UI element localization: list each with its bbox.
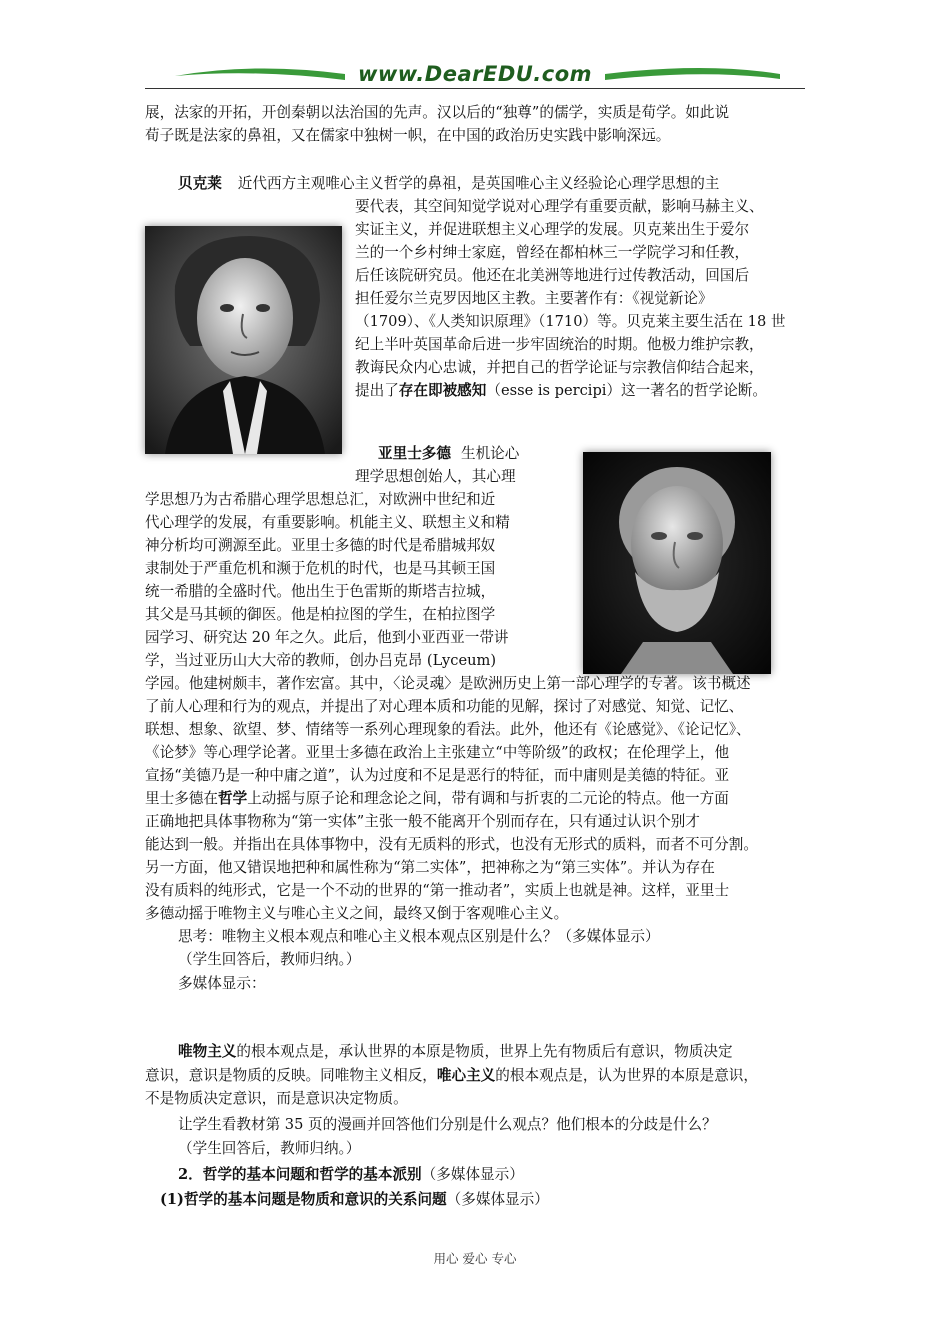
task-line: 让学生看教材第 35 页的漫画并回答他们分别是什么观点？他们根本的分歧是什么？ xyxy=(178,1116,717,1133)
berkeley-body xyxy=(355,195,785,402)
section-2-heading: 2．哲学的基本问题和哲学的基本派别（多媒体显示） xyxy=(178,1166,524,1183)
page-footer: 用心 爱心 专心 xyxy=(433,1251,517,1266)
aristotle-line: 神分析均可溯源至此。亚里士多德的时代是希腊城邦奴 xyxy=(145,537,496,554)
aristotle-line: 学园。他建树颇丰，著作宏富。其中，〈论灵魂〉是欧洲历史上第一部心理学的专著。该书概述 xyxy=(145,675,751,692)
aristotle-line: 园学习、研究达 20 年之久。此后，他到小亚西亚一带讲 xyxy=(145,629,509,646)
aristotle-line: 多德动摇于唯物主义与唯心主义之间，最终又倒于客观唯心主义。 xyxy=(145,905,569,922)
berkeley-line: 兰的一个乡村绅士家庭，曾经在都柏林三一学院学习和任教， xyxy=(355,244,750,261)
aristotle-line: 正确地把具体事物称为“第一实体”主张一般不能离开个别而存在，只有通过认识个别才 xyxy=(145,813,700,830)
intro-line: 荀子既是法家的鼻祖，又在儒家中独树一帜，在中国的政治历史实践中影响深远。 xyxy=(145,127,671,144)
aristotle-line-narrow-first: 理学思想创始人，其心理 xyxy=(355,468,516,485)
aristotle-line: 代心理学的发展，有重要影响。机能主义、联想主义和精 xyxy=(145,514,510,531)
berkeley-line: 担任爱尔兰克罗因地区主教。主要著作有：《视觉新论》 xyxy=(355,290,713,307)
teacher-note: （学生回答后，教师归纳。） xyxy=(178,951,361,968)
key-term-materialism: 唯物主义 xyxy=(178,1043,237,1060)
berkeley-first-line: 贝克莱 近代西方主观唯心主义哲学的鼻祖，是英国唯心主义经验论心理学思想的主 xyxy=(178,175,720,192)
berkeley-line: （1709）、《人类知识原理》（1710）等。贝克莱主要生活在 18 世 xyxy=(355,313,786,330)
idealism-line-end: 不是物质决定意识，而是意识决定物质。 xyxy=(145,1090,408,1107)
teacher-note: （学生回答后，教师归纳。） xyxy=(178,1140,361,1157)
aristotle-bust xyxy=(583,452,771,674)
aristotle-first-line: 亚里士多德 生机论心 xyxy=(378,445,520,462)
aristotle-name: 亚里士多德 xyxy=(378,445,451,462)
aristotle-line: 没有质料的纯形式，它是一个不动的世界的“第一推动者”，实质上也就是神。这样，亚里士 xyxy=(145,882,730,899)
aristotle-line: 隶制处于严重危机和濒于危机的时代，也是马其顿王国 xyxy=(145,560,496,577)
section-2-subheading: (1)哲学的基本问题是物质和意识的关系问题（多媒体显示） xyxy=(160,1191,549,1208)
aristotle-full-body xyxy=(145,672,758,925)
key-term-philosophy: 哲学 xyxy=(217,790,248,807)
think-question: 思考：唯物主义根本观点和唯心主义根本观点区别是什么？（多媒体显示） xyxy=(178,928,660,945)
aristotle-line-philosophy: 里士多德在哲学上动摇与原子论和理念论之间，带有调和与折衷的二元论的特点。他一方面 xyxy=(145,790,729,807)
intro-line: 展，法家的开拓，开创秦朝以法治国的先声。汉以后的“独尊”的儒学，实质是荀学。如此说 xyxy=(145,104,730,121)
berkeley-line: 后任该院研究员。他还在北美洲等地进行过传教活动，回国后 xyxy=(355,267,750,284)
multimedia-label: 多媒体显示： xyxy=(178,975,266,992)
idealism-line: 意识，意识是物质的反映。同唯物主义相反，唯心主义的根本观点是，认为世界的本原是意识， xyxy=(145,1067,758,1084)
key-term-idealism: 唯心主义 xyxy=(436,1067,496,1084)
aristotle-line: 联想、想象、欲望、梦、情绪等一系列心理现象的看法。此外，他还有《论感觉》、《论记忆》、 xyxy=(145,721,751,738)
berkeley-line: 要代表，其空间知觉学说对心理学有重要贡献，影响马赫主义、 xyxy=(355,198,764,215)
intro-paragraph xyxy=(145,101,729,147)
aristotle-line: 能达到一般。并指出在具体事物中，没有无质料的形式，也没有无形式的质料，而者不可分割。 xyxy=(145,836,758,853)
header-rule xyxy=(145,88,805,89)
aristotle-line: 宣扬“美德乃是一种中庸之道”，认为过度和不足是恶行的特征，而中庸则是美德的特征。亚 xyxy=(145,767,730,784)
berkeley-last-line: 提出了存在即被感知（esse is percipi）这一著名的哲学论断。 xyxy=(355,382,767,399)
materialism-line: 唯物主义的根本观点是，承认世界的本原是物质，世界上先有物质后有意识，物质决定 xyxy=(178,1043,733,1060)
berkeley-line: 纪上半叶英国革命后进一步牢固统治的时期。他极力维护宗教， xyxy=(355,336,764,353)
site-logo-text[interactable]: www.DearEDU.com xyxy=(357,62,593,86)
aristotle-line: 统一希腊的全盛时代。他出生于色雷斯的斯塔吉拉城， xyxy=(145,583,496,600)
aristotle-line: 学，当过亚历山大大帝的教师，创办吕克昂 (Lyceum) xyxy=(145,652,497,669)
berkeley-line: 实证主义，并促进联想主义心理学的发展。贝克莱出生于爱尔 xyxy=(355,221,750,238)
aristotle-line: 其父是马其顿的御医。他是柏拉图的学生，在柏拉图学 xyxy=(145,606,496,623)
berkeley-portrait xyxy=(145,226,342,454)
aristotle-line: 学思想乃为古希腊心理学思想总汇，对欧洲中世纪和近 xyxy=(145,491,496,508)
aristotle-line: 了前人心理和行为的观点，并提出了对心理本质和功能的见解，探讨了对感觉、知觉、记忆、 xyxy=(145,698,744,715)
aristotle-line: 《论梦》等心理学论著。亚里士多德在政治上主张建立“中等阶级”的政权；在伦理学上，他 xyxy=(145,744,730,761)
key-term-esse-percipi: 存在即被感知 xyxy=(398,382,487,399)
berkeley-line: 教诲民众内心忠诚，并把自己的哲学论证与宗教信仰结合起来， xyxy=(355,359,764,376)
aristotle-narrow-body xyxy=(145,488,510,672)
berkeley-name: 贝克莱 xyxy=(178,175,222,192)
aristotle-line: 另一方面，他又错误地把种和属性称为“第二实体”，把神称之为“第三实体”。并认为存在 xyxy=(145,859,715,876)
site-header xyxy=(145,60,805,94)
